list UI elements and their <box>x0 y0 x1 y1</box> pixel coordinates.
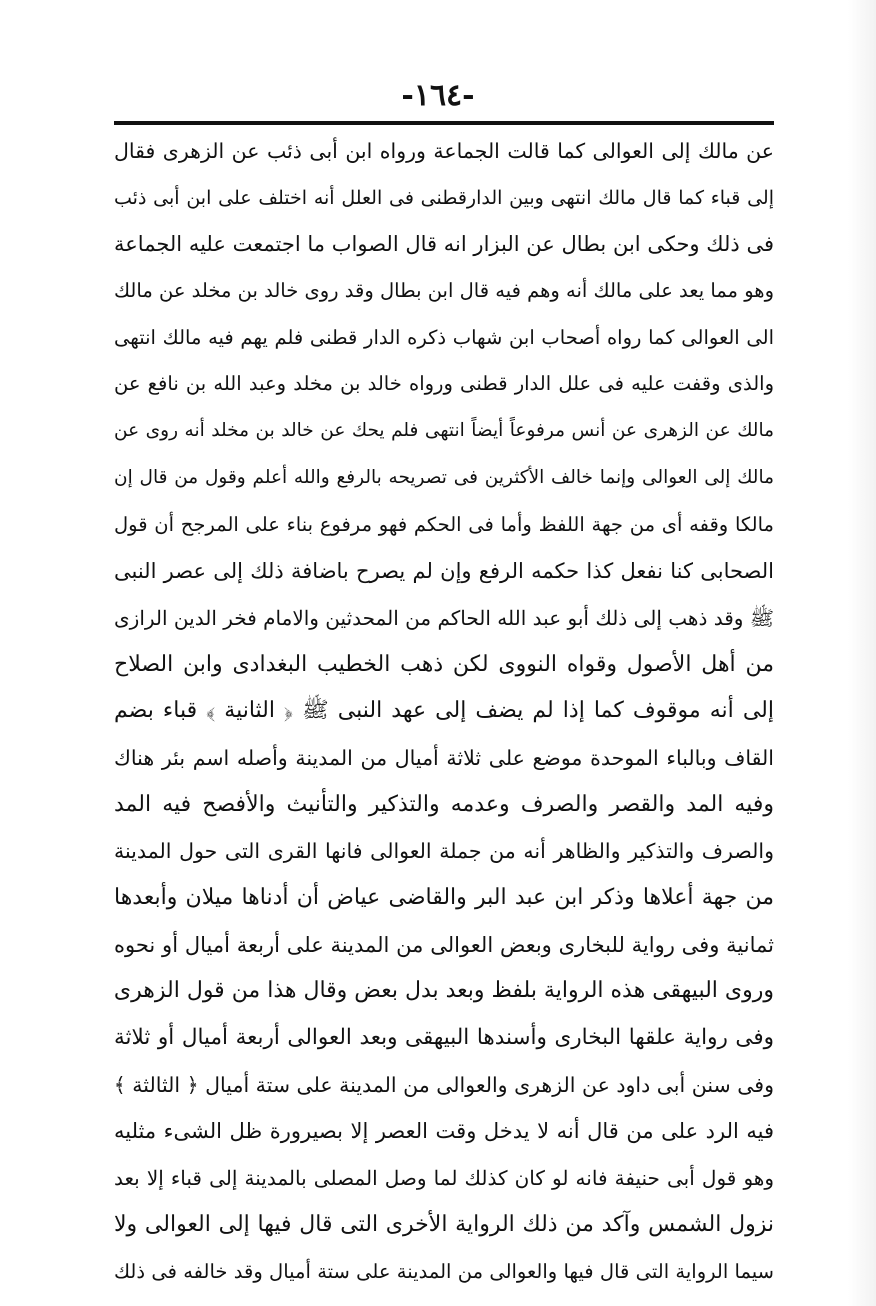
text-line: إلى قباء كما قال مالك انتهى وبين الدارقطنى فى العلل أنه اختلف على ابن أبى ذئب <box>114 186 774 209</box>
text-line: نزول الشمس وآكد من ذلك الرواية الأخرى التى قال فيها إلى العوالى ولا <box>114 1211 774 1237</box>
text-line: الصحابى كنا نفعل كذا حكمه الرفع وإن لم يصرح باضافة ذلك إلى عصر النبى <box>114 559 774 584</box>
text-line: وفى سنن أبى داود عن الزهرى والعوالى من المدينة على ستة أميال ﴿ الثالثة ﴾ <box>114 1072 774 1097</box>
text-line: مالك عن الزهرى عن أنس مرفوعاً أيضاً انتهى فلم يحك عن خالد بن مخلد أنه روى عن <box>114 420 774 442</box>
text-line: الى العوالى كما رواه أصحاب ابن شهاب ذكره الدار قطنى فلم يهم فيه مالك انتهى <box>114 325 774 349</box>
text-line: وفى رواية علقها البخارى وأسندها البيهقى وبعد العوالى أربعة أميال أو ثلاثة <box>114 1025 774 1051</box>
body-text <box>114 128 774 1295</box>
text-line: إلى أنه موقوف كما إذا لم يضف إلى عهد النبى ﷺ ﴿ الثانية ﴾ قباء بضم <box>114 698 774 724</box>
text-line: وهو مما يعد على مالك أنه وهم فيه قال ابن بطال وقد روى خالد بن مخلد عن مالك <box>114 279 774 303</box>
text-line: والذى وقفت عليه فى علل الدار قطنى ورواه خالد بن مخلد وعبد الله بن نافع عن <box>114 372 774 396</box>
text-line: وروى البيهقى هذه الرواية بلفظ وبعد بدل بعض وقال هذا من قول الزهرى <box>114 978 774 1004</box>
text-line: القاف وبالباء الموحدة موضع على ثلاثة أميال من المدينة وأصله اسم بئر هناك <box>114 745 774 770</box>
text-line: مالكا وقفه أى من جهة اللفظ وأما فى الحكم فهو مرفوع بناء على المرجح أن قول <box>114 512 774 536</box>
text-line: ثمانية وفى رواية للبخارى وبعض العوالى من المدينة على أربعة أميال أو نحوه <box>114 932 774 957</box>
text-line: مالك إلى العوالى وإنما خالف الأكثرين فى تصريحه بالرفع والله أعلم وقول من قال إن <box>114 466 774 488</box>
text-line: وفيه المد والقصر والصرف وعدمه والتذكير والتأنيث والأفصح فيه المد <box>114 791 774 817</box>
text-line: سيما الرواية التى قال فيها والعوالى من المدينة على ستة أميال وقد خالفه فى ذلك <box>114 1259 774 1283</box>
page-number: -١٦٤- <box>401 78 475 113</box>
text-line: وهو قول أبى حنيفة فانه لو كان كذلك لما وصل المصلى بالمدينة إلى قباء إلا بعد <box>114 1166 774 1191</box>
text-line: والصرف والتذكير والظاهر أنه من جملة العوالى فانها القرى التى حول المدينة <box>114 839 774 864</box>
text-line: من أهل الأصول وقواه النووى لكن ذهب الخطيب البغدادى وابن الصلاح <box>114 651 774 677</box>
text-line: ﷺ وقد ذهب إلى ذلك أبو عبد الله الحاكم من المحدثين والامام فخر الدين الرازى <box>114 605 774 630</box>
header-rule <box>114 121 774 125</box>
text-line: عن مالك إلى العوالى كما قالت الجماعة ورواه ابن أبى ذئب عن الزهرى فقال <box>114 139 774 163</box>
text-line: فى ذلك وحكى ابن بطال عن البزار انه قال الصواب ما اجتمعت عليه الجماعة <box>114 232 774 257</box>
page-edge <box>848 0 876 1306</box>
text-line: فيه الرد على من قال أنه لا يدخل وقت العصر إلا بصيرورة ظل الشىء مثليه <box>114 1119 774 1144</box>
text-line: من جهة أعلاها وذكر ابن عبد البر والقاضى عياض أن أدناها ميلان وأبعدها <box>114 885 774 910</box>
